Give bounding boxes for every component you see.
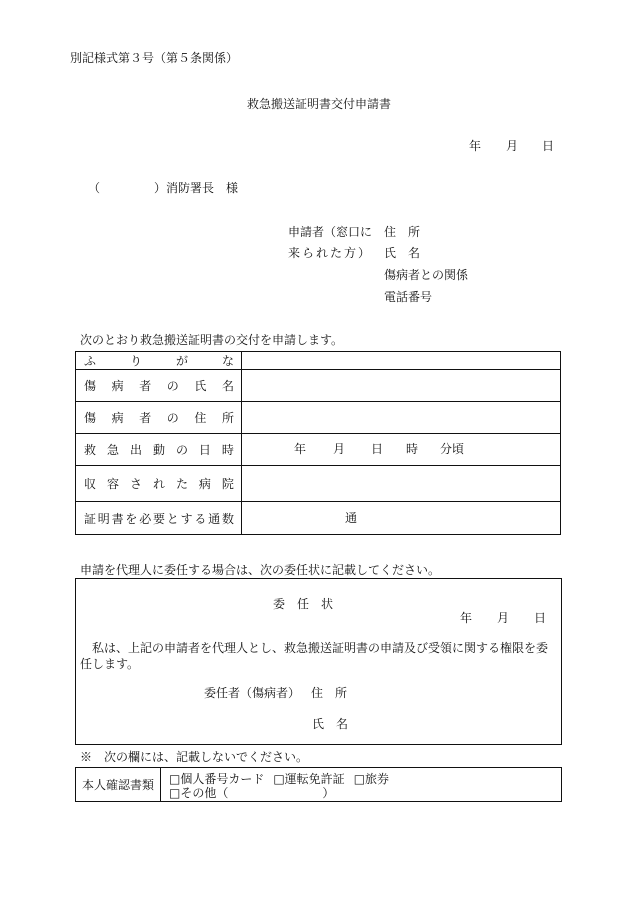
proxy-date-day-label: 日 (534, 611, 547, 625)
label-char: さ (129, 477, 142, 491)
label-char: 住 (194, 411, 207, 425)
label-char: 者 (139, 411, 152, 425)
proxy-note: 申請を代理人に委任する場合は、次の委任状に記載してください。 (80, 563, 441, 577)
dispatch-hour-label: 時 (406, 442, 419, 456)
other-close-paren: ） (322, 786, 335, 800)
furigana-field[interactable] (242, 352, 561, 370)
hospital-row (76, 466, 561, 502)
dispatch-day-label: 日 (371, 442, 384, 456)
label-char: 日 (198, 443, 211, 457)
office-use-note: ※ 次の欄には、記載しないでください。 (80, 750, 309, 764)
label-char: す (180, 511, 193, 526)
applicant-relation-label: 傷病者との関係 (384, 268, 469, 282)
label-char: 所 (221, 411, 234, 425)
dispatch-minute-label: 分頃 (440, 442, 465, 456)
applicant-label-line1: 申請者（窓口に (288, 225, 373, 239)
label-char: 急 (106, 443, 119, 457)
applicant-label-line2: 来られた方） (288, 246, 373, 260)
label-char: を (125, 511, 138, 526)
label-char: と (166, 511, 179, 526)
patient-address-label (76, 402, 242, 434)
application-intro: 次のとおり救急搬送証明書の交付を申請します。 (80, 333, 344, 347)
label-char: 数 (221, 511, 234, 526)
applicant-name-label: 氏 名 (384, 246, 421, 260)
identity-options-line1 (169, 772, 389, 786)
proxy-date-month-label: 月 (497, 611, 510, 625)
hospital-label (76, 466, 242, 502)
patient-address-row (76, 402, 561, 434)
label-char: 通 (208, 511, 221, 526)
label-char: 書 (111, 511, 124, 526)
copies-field[interactable] (242, 502, 561, 535)
proxy-title: 委 任 状 (273, 597, 334, 611)
patient-address-label-text (84, 409, 234, 426)
copies-unit-label: 通 (345, 511, 358, 525)
proxy-body-line1: 私は、上記の申請者を代理人とし、救急搬送証明書の申請及び受領に関する権限を委 (92, 641, 549, 655)
patient-name-field[interactable] (242, 370, 561, 402)
applicant-address-label: 住 所 (384, 225, 421, 239)
label-char: 者 (139, 379, 152, 393)
label-char: 出 (129, 443, 142, 457)
furigana-label-text (84, 352, 234, 369)
label-char: 病 (111, 379, 124, 393)
label-char: 証 (84, 511, 97, 526)
label-char: 病 (111, 411, 124, 425)
label-char: 時 (221, 443, 234, 457)
label-char: が (175, 354, 188, 368)
checkbox-other[interactable]: □その他（ (169, 786, 229, 800)
checkbox-mynumber-card[interactable]: □個人番号カード (169, 772, 265, 786)
label-char: 院 (221, 477, 234, 491)
label-char: 名 (221, 379, 234, 393)
identity-document-label: 本人確認書類 (76, 768, 161, 801)
furigana-row (76, 352, 561, 370)
dispatch-datetime-label (76, 434, 242, 466)
label-char: 収 (84, 477, 97, 491)
proxy-body-line2: 任します。 (80, 657, 140, 671)
date-year-label: 年 (469, 139, 482, 153)
dispatch-datetime-row (76, 434, 561, 466)
label-char: な (221, 354, 234, 368)
delegator-address-label: 住 所 (311, 686, 348, 700)
label-char: の (175, 443, 188, 457)
label-char: た (175, 477, 188, 491)
label-char: れ (152, 477, 165, 491)
label-char: の (166, 411, 179, 425)
dispatch-datetime-label-text (84, 441, 234, 458)
label-char: の (166, 379, 179, 393)
delegator-label: 委任者（傷病者） (204, 686, 301, 700)
label-char: 明 (97, 511, 110, 526)
identity-options-line2 (169, 786, 389, 800)
dispatch-year-label: 年 (294, 442, 307, 456)
application-table (75, 351, 561, 535)
power-of-attorney-box (75, 578, 562, 745)
dispatch-datetime-field[interactable] (242, 434, 561, 466)
label-char: 必 (139, 511, 152, 526)
patient-address-field[interactable] (242, 402, 561, 434)
label-char: 氏 (194, 379, 207, 393)
copies-row (76, 502, 561, 535)
label-char: 救 (84, 443, 97, 457)
label-char: 容 (106, 477, 119, 491)
addressee-fire-chief: ）消防署長 様 (154, 181, 239, 195)
furigana-label (76, 352, 242, 370)
label-char: り (129, 354, 142, 368)
delegator-name-label: 氏 名 (312, 717, 349, 731)
patient-name-label (76, 370, 242, 402)
copies-label (76, 502, 242, 535)
label-char: ふ (84, 354, 97, 368)
checkbox-drivers-license[interactable]: □運転免許証 (273, 772, 345, 786)
addressee-open-paren: （ (88, 181, 101, 195)
form-number: 別記様式第３号（第５条関係） (70, 51, 239, 65)
date-day-label: 日 (542, 139, 555, 153)
hospital-field[interactable] (242, 466, 561, 502)
dispatch-month-label: 月 (333, 442, 346, 456)
label-char: 要 (152, 511, 165, 526)
label-char: 動 (152, 443, 165, 457)
label-char: 傷 (84, 379, 97, 393)
label-char: る (194, 511, 207, 526)
hospital-label-text (84, 475, 234, 492)
identity-document-options (161, 768, 389, 801)
patient-name-label-text (84, 377, 234, 394)
proxy-date-year-label: 年 (460, 611, 473, 625)
date-month-label: 月 (506, 139, 519, 153)
page-title: 救急搬送証明書交付申請書 (247, 97, 392, 111)
applicant-phone-label: 電話番号 (384, 290, 433, 304)
label-char: 病 (198, 477, 211, 491)
identity-document-box (75, 767, 562, 802)
label-char: 傷 (84, 411, 97, 425)
copies-label-text (84, 510, 234, 527)
patient-name-row (76, 370, 561, 402)
checkbox-passport[interactable]: □旅券 (353, 772, 390, 786)
